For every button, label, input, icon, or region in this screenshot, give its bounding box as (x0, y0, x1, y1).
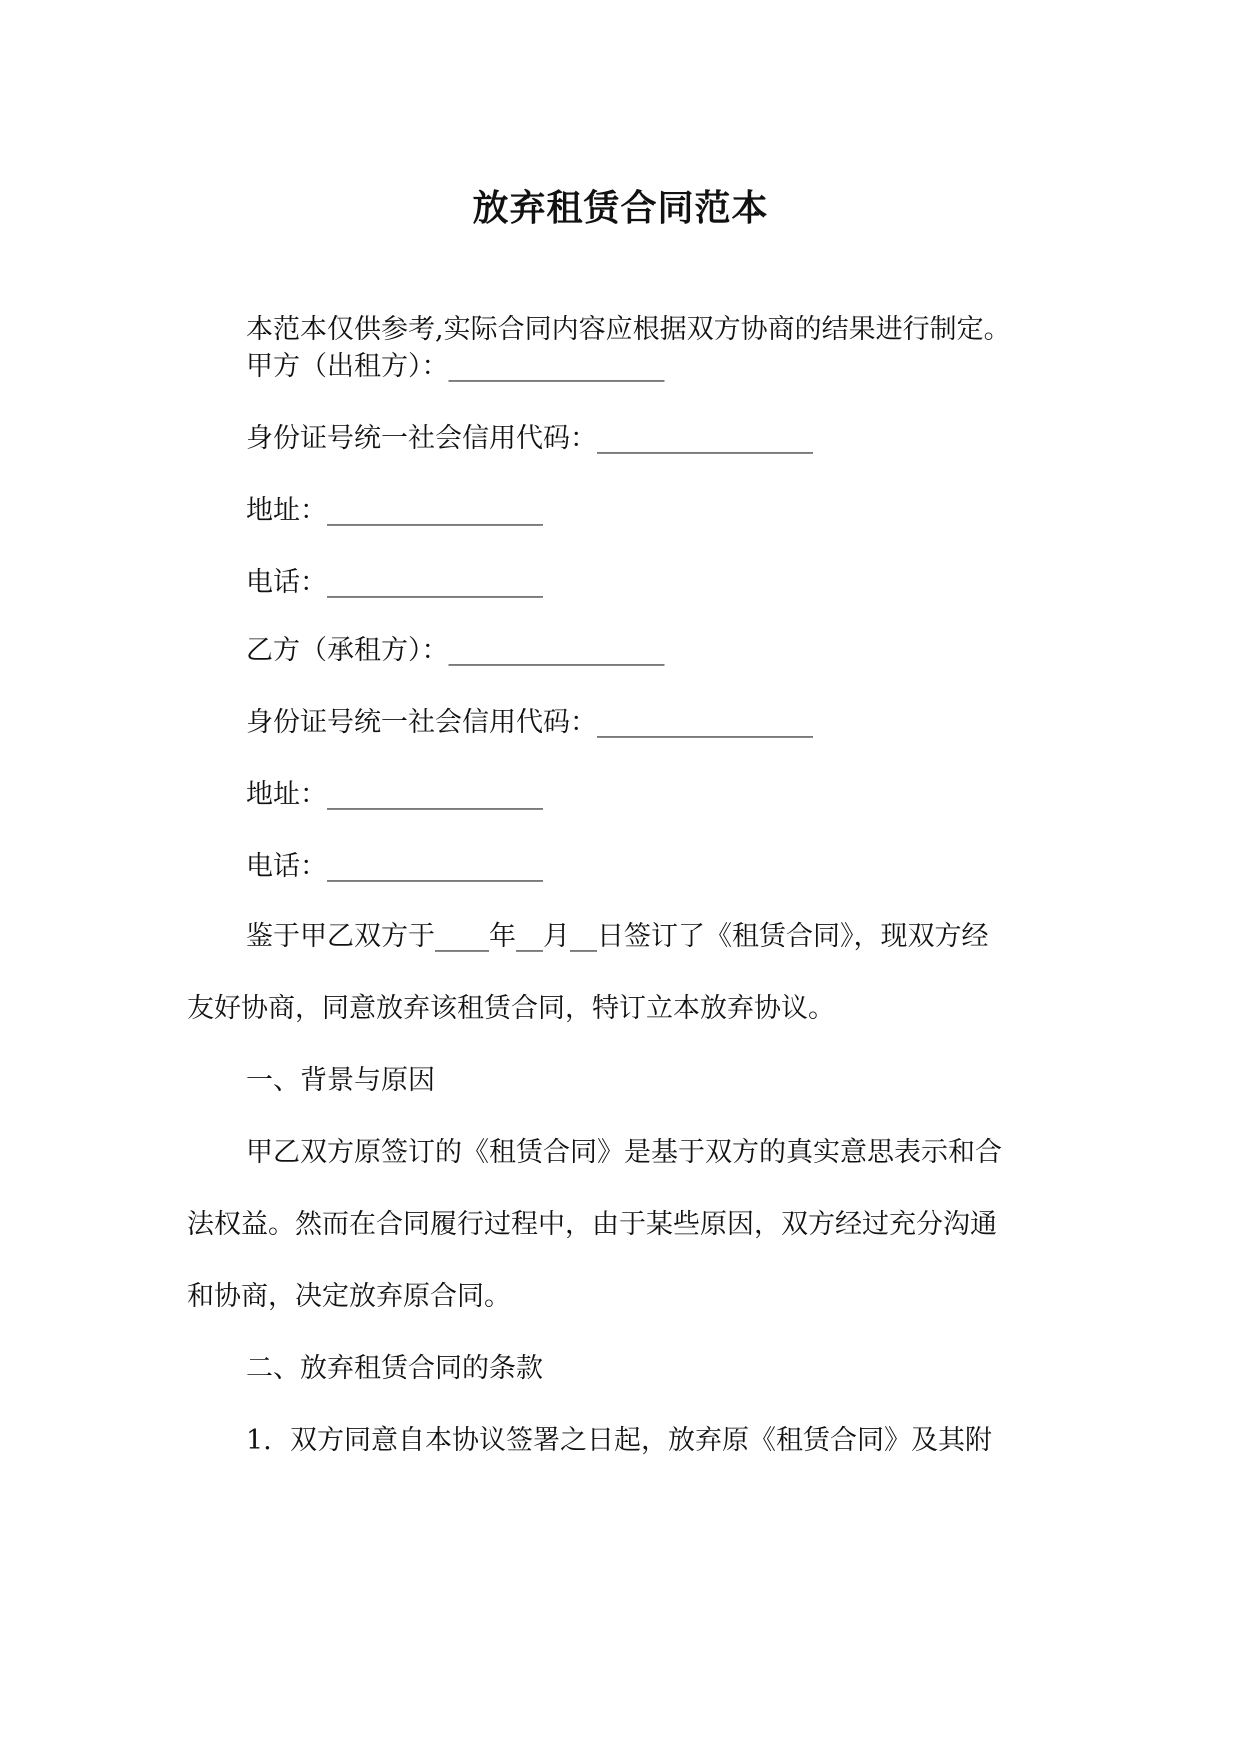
intro-note: 本范本仅供参考,实际合同内容应根据双方协商的结果进行制定。 (246, 314, 1011, 345)
party-a-id-code: 身份证号统一社会信用代码：________________ (246, 423, 813, 454)
document-title: 放弃租赁合同范本 (472, 187, 769, 229)
section-1-line-1: 甲乙双方原签订的《租赁合同》是基于双方的真实意思表示和合 (246, 1137, 1002, 1168)
section-1-line-3: 和协商，决定放弃原合同。 (187, 1281, 511, 1312)
list-item-text: 双方同意自本协议签署之日起，放弃原《租赁合同》及其附 (290, 1425, 992, 1456)
preamble-line-2: 友好协商，同意放弃该租赁合同，特订立本放弃协议。 (187, 993, 835, 1024)
party-a-label: 甲方（出租方）：________________ (246, 351, 665, 382)
section-1-heading: 一、背景与原因 (246, 1065, 435, 1096)
section-2-item-1 (246, 1421, 992, 1461)
party-b-address: 地址：________________ (246, 779, 543, 810)
party-a-phone: 电话：________________ (246, 567, 543, 598)
preamble-line-1: 鉴于甲乙双方于____年__月__日签订了《租赁合同》，现双方经 (246, 921, 989, 952)
party-b-phone: 电话：________________ (246, 851, 543, 882)
party-b-label: 乙方（承租方）：________________ (246, 635, 665, 666)
list-item-number: 1. (246, 1425, 272, 1456)
party-b-id-code: 身份证号统一社会信用代码：________________ (246, 707, 813, 738)
section-2-heading: 二、放弃租赁合同的条款 (246, 1353, 543, 1384)
party-a-address: 地址：________________ (246, 495, 543, 526)
section-1-line-2: 法权益。然而在合同履行过程中，由于某些原因，双方经过充分沟通 (187, 1209, 997, 1240)
